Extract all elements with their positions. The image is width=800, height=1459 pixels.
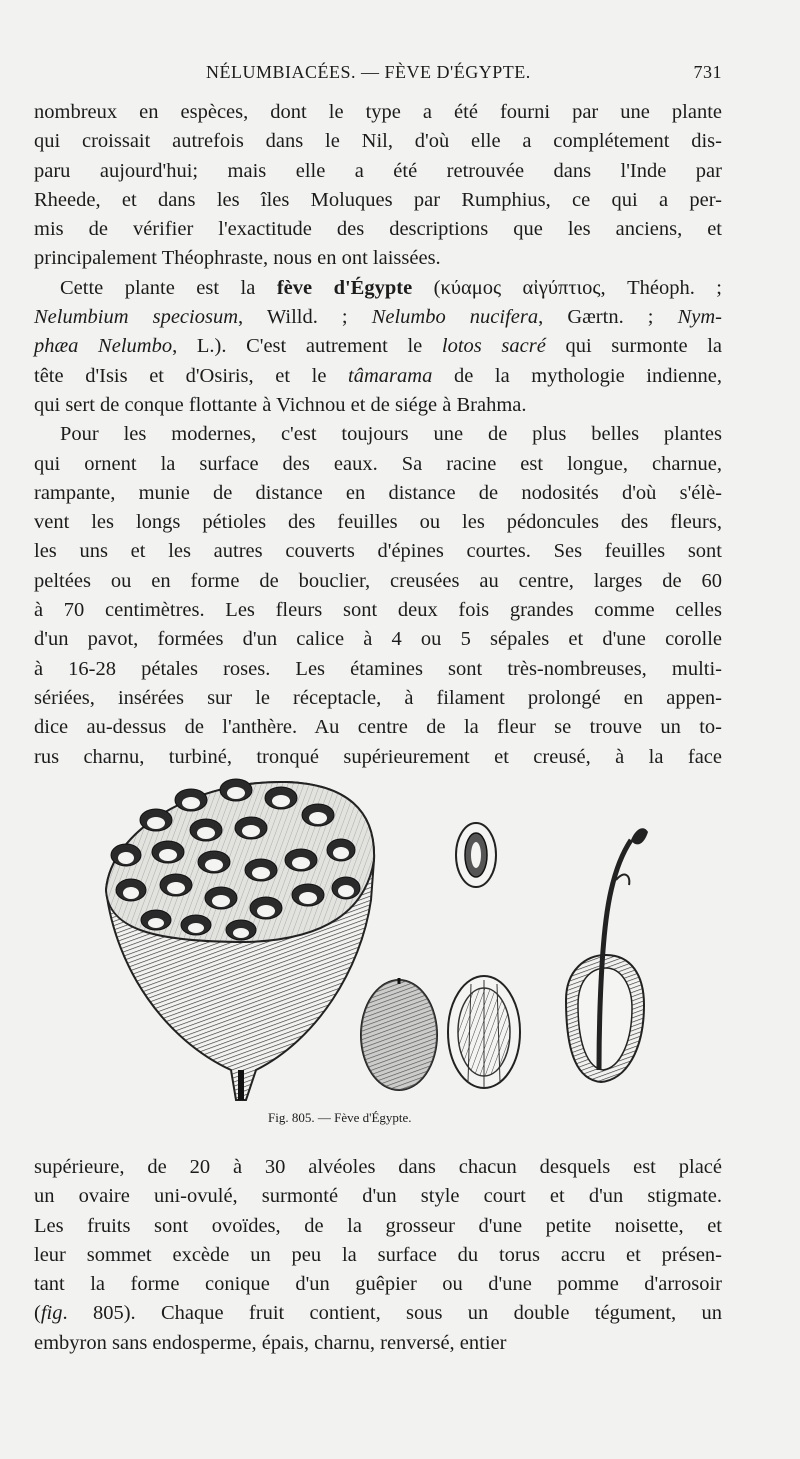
embryo-section-illustration <box>566 828 648 1082</box>
text-line: qui sert de conque flottante à Vichnou et de siége à Brahma. <box>34 393 527 416</box>
text-line: leur sommet excède un peu la surface du torus accru et présen- <box>34 1243 722 1266</box>
fruit-illustration <box>361 978 437 1090</box>
text-line <box>34 1299 722 1328</box>
text-run: de la mythologie indienne, <box>432 364 722 387</box>
figure-ref: fig <box>40 1302 63 1325</box>
text-line: à 16-28 pétales roses. Les étamines sont très-nombreuses, multi- <box>34 657 722 680</box>
text-run: tête d'Isis et d'Osiris, et le <box>34 364 349 387</box>
text-line: sériées, insérées sur le réceptacle, à filament prolongé en appen- <box>34 686 722 709</box>
text-line <box>34 274 722 303</box>
text-line: un ovaire uni-ovulé, surmonté d'un style court et d'un stigmate. <box>34 1185 722 1208</box>
text-line <box>34 362 722 391</box>
latin-name: phæa Nelumbo <box>34 335 173 358</box>
latin-name: Nym- <box>677 306 722 329</box>
figure-title: Fève d'Égypte. <box>334 1110 412 1125</box>
text-run: (κύαμος αἰγύπτιος, Théoph. ; <box>412 276 722 299</box>
text-run: , Willd. ; <box>238 306 372 329</box>
text-line: Pour les modernes, c'est toujours une de plus belles plantes <box>60 423 722 446</box>
text-line: qui croissait autrefois dans le Nil, d'où elle a complétement dis- <box>34 130 722 153</box>
text-line: tant la forme conique d'un guêpier ou d'une pomme d'arrosoir <box>34 1273 722 1296</box>
text-line: les uns et les autres couverts d'épines courtes. Ses feuilles sont <box>34 540 722 563</box>
latin-name: Nelumbo nucifera <box>371 306 539 329</box>
page-number: 731 <box>693 62 722 82</box>
lotus-engraving <box>96 770 706 1140</box>
term-bold: fève d'Égypte <box>276 276 413 299</box>
running-head: NÉLUMBIACÉES. — FÈVE D'ÉGYPTE. <box>206 62 531 82</box>
text-line: vent les longs pétioles des feuilles ou les pédoncules des fleurs, <box>34 511 722 534</box>
opened-fruit-illustration <box>448 976 520 1088</box>
text-line: mis de vérifier l'exactitude des descriptions que les anciens, et <box>34 218 722 241</box>
text-line: principalement Théophraste, nous en ont laissées. <box>34 247 441 270</box>
page-header <box>34 62 722 92</box>
body-text-top <box>34 98 722 772</box>
text-line: peltées ou en forme de bouclier, creusées au centre, larges de 60 <box>34 569 722 592</box>
body-text-bottom <box>34 1153 722 1358</box>
figure-label: Fig. 805. <box>268 1110 315 1125</box>
text-line: dice au-dessus de l'anthère. Au centre de la fleur se trouve un to- <box>34 716 722 739</box>
text-run: ( <box>34 1302 41 1325</box>
text-line: nombreux en espèces, dont le type a été fourni par une plante <box>34 101 722 123</box>
italic-term: tâmarama <box>348 364 433 387</box>
text-line: rampante, munie de distance en distance de nodosités d'où s'élè- <box>34 481 722 504</box>
seed-pod-illustration <box>106 779 374 1100</box>
text-run: , L.). C'est autrement le <box>172 335 442 358</box>
seed-section-illustration <box>456 823 496 887</box>
text-line: d'un pavot, formées d'un calice à 4 ou 5 sépales et d'une corolle <box>34 628 722 651</box>
text-run: , Gærtn. ; <box>538 306 678 329</box>
text-line: Les fruits sont ovoïdes, de la grosseur d'une petite noisette, et <box>34 1214 722 1237</box>
text-run: . 805). Chaque fruit contient, sous un double tégument, un <box>62 1302 722 1325</box>
text-line: paru aujourd'hui; mais elle a été retrouvée dans l'Inde par <box>34 159 722 182</box>
text-line: rus charnu, turbiné, tronqué supérieurement et creusé, à la face <box>34 745 722 768</box>
text-line <box>34 332 722 361</box>
caption-separator: — <box>314 1110 335 1125</box>
latin-name: Nelumbium speciosum <box>34 306 239 329</box>
text-run: Cette plante est la <box>60 276 277 299</box>
text-line <box>34 303 722 332</box>
text-line: embyron sans endosperme, épais, charnu, renversé, entier <box>34 1331 507 1354</box>
lotus-figure <box>96 770 706 1140</box>
text-line: à 70 centimètres. Les fleurs sont deux fois grandes comme celles <box>34 599 722 622</box>
text-line: Rheede, et dans les îles Moluques par Rumphius, ce qui a per- <box>34 188 722 211</box>
italic-term: lotos sacré <box>441 335 546 358</box>
figure-caption <box>268 1110 412 1126</box>
text-line: qui ornent la surface des eaux. Sa racine est longue, charnue, <box>34 452 722 475</box>
text-line: supérieure, de 20 à 30 alvéoles dans chacun desquels est placé <box>34 1156 722 1178</box>
text-run: qui surmonte la <box>545 335 723 358</box>
